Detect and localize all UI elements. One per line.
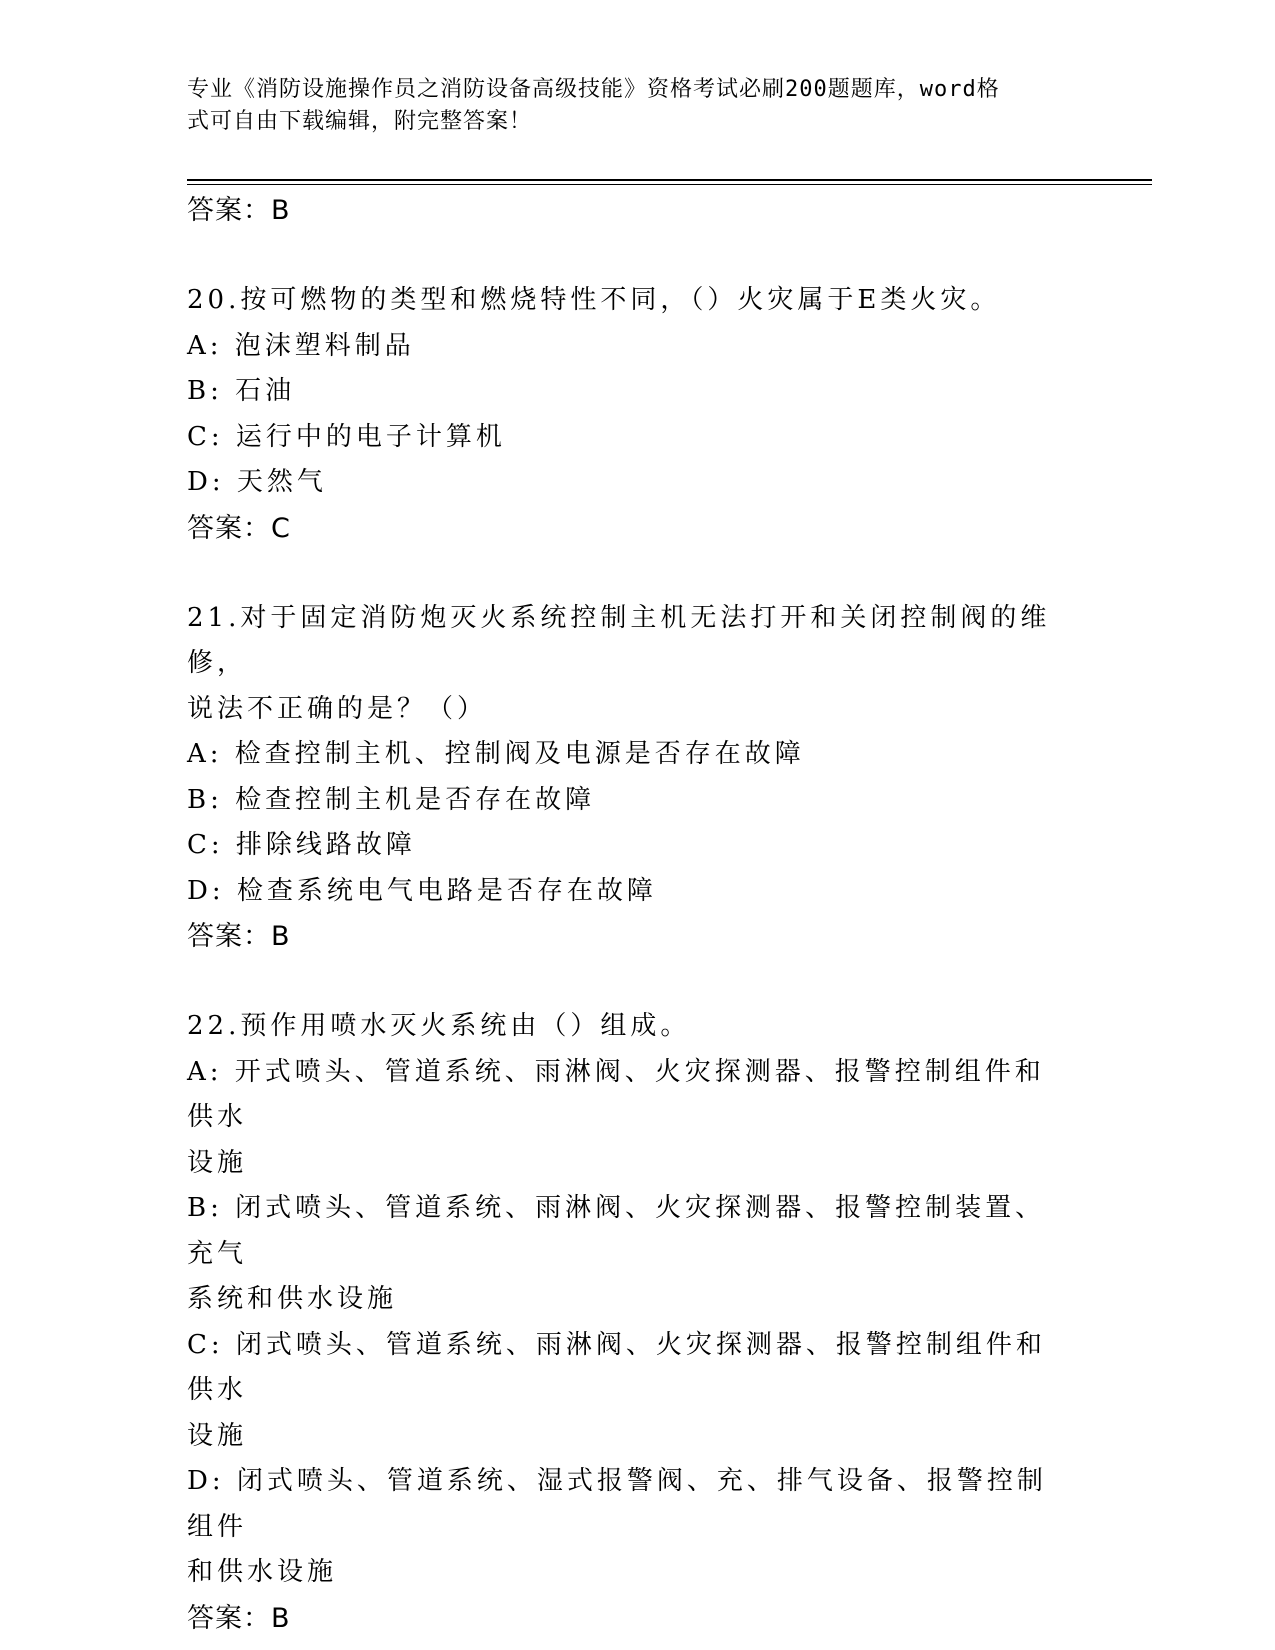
option-c: C: 排除线路故障: [187, 830, 416, 860]
document-header: [187, 74, 1067, 138]
header-line-2: 式可自由下载编辑，附完整答案！: [187, 109, 533, 134]
question-21: [187, 596, 1067, 961]
option-a-line-2: 设施: [187, 1147, 248, 1178]
option-a-line-1: A: 开式喷头、管道系统、雨淋阀、火灾探测器、报警控制组件和供水: [187, 1056, 1045, 1132]
option-b-line-2: 系统和供水设施: [187, 1284, 398, 1314]
option-b: B: 检查控制主机是否存在故障: [187, 784, 596, 815]
spacer: [187, 552, 1067, 596]
header-divider-thick: [187, 179, 1152, 181]
header-line-1: 专业《消防设施操作员之消防设备高级技能》资格考试必刷200题题库，word格: [187, 77, 1000, 102]
answer: 答案：B: [187, 1602, 291, 1634]
answer: 答案：C: [187, 512, 291, 544]
option-d: D: 天然气: [187, 467, 327, 497]
question-stem-line: 22.预作用喷水灭火系统由（）组成。: [187, 1011, 691, 1041]
option-d-line-1: D: 闭式喷头、管道系统、湿式报警阀、充、排气设备、报警控制组件: [187, 1466, 1047, 1542]
option-c: C: 运行中的电子计算机: [187, 421, 506, 452]
option-c-line-2: 设施: [187, 1420, 248, 1451]
question-stem-line: 说法不正确的是？（）: [187, 693, 488, 724]
option-a: A: 检查控制主机、控制阀及电源是否存在故障: [187, 739, 805, 769]
option-d-line-2: 和供水设施: [187, 1557, 338, 1587]
option-b-line-1: B: 闭式喷头、管道系统、雨淋阀、火灾探测器、报警控制装置、充气: [187, 1193, 1046, 1269]
question-stem-line: 21.对于固定消防炮灭火系统控制主机无法打开和关闭控制阀的维修，: [187, 602, 1051, 678]
option-b: B: 石油: [187, 376, 296, 406]
option-c-line-1: C: 闭式喷头、管道系统、雨淋阀、火灾探测器、报警控制组件和供水: [187, 1329, 1046, 1405]
question-stem-line: 20.按可燃物的类型和燃烧特性不同，（）火灾属于E类火灾。: [187, 285, 1001, 315]
header-divider-thin: [187, 184, 1152, 185]
spacer: [187, 960, 1067, 1004]
spacer: [187, 234, 1067, 278]
previous-answer: 答案：B: [187, 195, 291, 226]
answer: 答案：B: [187, 921, 291, 952]
option-d: D: 检查系统电气电路是否存在故障: [187, 875, 657, 906]
question-22: [187, 1004, 1067, 1642]
question-20: [187, 278, 1067, 552]
option-a: A: 泡沫塑料制品: [187, 330, 415, 361]
question-list: [187, 188, 1067, 1642]
